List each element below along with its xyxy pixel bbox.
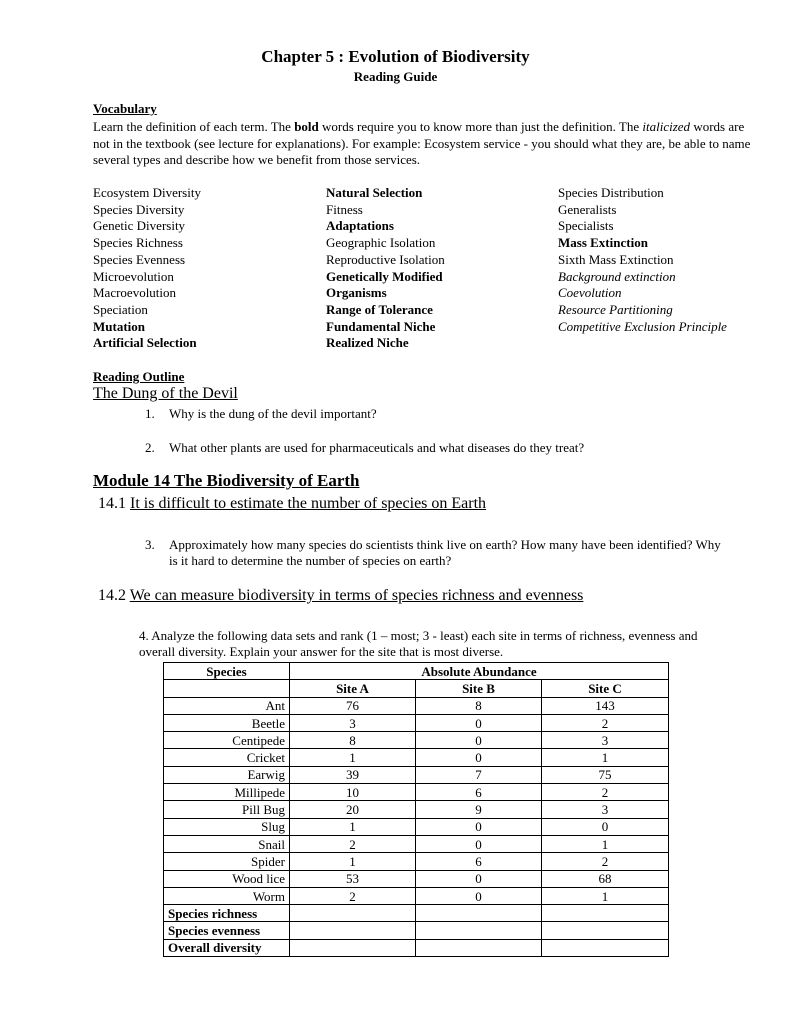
vocab-term: Ecosystem Diversity xyxy=(93,185,201,200)
section-14-1-title: It is difficult to estimate the number of species on Earth xyxy=(130,495,487,512)
summary-label: Overall diversity xyxy=(164,939,290,956)
vocab-term: Resource Partitioning xyxy=(558,301,673,317)
species-cell: Worm xyxy=(164,887,290,904)
empty-header-cell xyxy=(164,680,290,697)
site-a-cell: 76 xyxy=(290,697,416,714)
species-cell: Spider xyxy=(164,853,290,870)
site-c-cell: 75 xyxy=(542,766,669,783)
species-cell: Earwig xyxy=(164,766,290,783)
intro-text-2: words require you to know more than just the definition. The xyxy=(318,119,643,134)
species-cell: Beetle xyxy=(164,714,290,731)
species-cell: Ant xyxy=(164,697,290,714)
vocab-term: Competitive Exclusion Principle xyxy=(558,318,727,334)
site-a-cell: 39 xyxy=(290,766,416,783)
site-c-cell: 143 xyxy=(542,697,669,714)
table-row xyxy=(164,784,669,801)
site-header-row xyxy=(164,680,669,697)
module-title: Module 14 The Biodiversity of Earth xyxy=(93,471,360,490)
vocabulary-intro xyxy=(93,119,753,169)
section-14-1-number: 14.1 xyxy=(98,495,130,512)
site-c-cell: 68 xyxy=(542,870,669,887)
question-2-text: What other plants are used for pharmaceuticals and what diseases do they treat? xyxy=(169,440,585,455)
vocab-term: Genetic Diversity xyxy=(93,218,186,234)
site-a-cell: 1 xyxy=(290,818,416,835)
site-b-cell: 0 xyxy=(416,835,542,852)
site-c-answer-cell[interactable] xyxy=(542,905,669,922)
question-4-text: 4. Analyze the following data sets and rank (1 – most; 3 - least) each site in terms of richness, evenness and overall diversity. Explain your answer for the site that is most diverse. xyxy=(139,628,698,659)
question-1-number: 1. xyxy=(145,406,155,421)
site-a-cell: 3 xyxy=(290,714,416,731)
abundance-header: Absolute Abundance xyxy=(290,663,669,680)
site-b-cell: 8 xyxy=(416,697,542,714)
table-header-row xyxy=(164,663,669,680)
site-b-cell: 6 xyxy=(416,784,542,801)
table-row xyxy=(164,714,669,731)
table-row xyxy=(164,818,669,835)
vocab-term: Species Evenness xyxy=(93,251,186,267)
vocab-term: Fitness xyxy=(326,201,363,217)
table-row xyxy=(164,835,669,852)
site-c-cell: 2 xyxy=(542,853,669,870)
vocab-term: Background extinction xyxy=(558,268,676,284)
site-c-cell: 2 xyxy=(542,714,669,731)
summary-label: Species richness xyxy=(164,905,290,922)
site-a-cell: 2 xyxy=(290,835,416,852)
site-a-answer-cell[interactable] xyxy=(290,905,416,922)
site-c-cell: 1 xyxy=(542,835,669,852)
species-header: Species xyxy=(164,663,290,680)
question-2-number: 2. xyxy=(145,440,155,455)
site-a-cell: 1 xyxy=(290,749,416,766)
species-cell: Centipede xyxy=(164,732,290,749)
site-a-header: Site A xyxy=(290,680,416,697)
summary-label: Species evenness xyxy=(164,922,290,939)
species-cell: Snail xyxy=(164,835,290,852)
site-b-cell: 0 xyxy=(416,887,542,904)
vocab-term: Geographic Isolation xyxy=(326,235,436,251)
reading-outline-heading: Reading Outline xyxy=(93,369,185,384)
section-14-2 xyxy=(98,587,583,605)
site-c-cell: 1 xyxy=(542,887,669,904)
abundance-table xyxy=(163,662,669,957)
vocab-term: Reproductive Isolation xyxy=(326,251,445,267)
section-14-1 xyxy=(98,495,486,513)
site-c-header: Site C xyxy=(542,680,669,697)
page-title: Chapter 5 : Evolution of Biodiversity xyxy=(261,47,530,66)
vocab-term: Natural Selection xyxy=(326,185,423,200)
site-a-cell: 1 xyxy=(290,853,416,870)
vocab-term: Speciation xyxy=(93,301,148,317)
table-row xyxy=(164,697,669,714)
vocab-term: Organisms xyxy=(326,285,387,301)
question-1-text: Why is the dung of the devil important? xyxy=(169,406,377,421)
vocab-term: Species Richness xyxy=(93,235,183,251)
devil-section-title: The Dung of the Devil xyxy=(93,385,238,402)
question-3-number: 3. xyxy=(145,537,155,552)
table-row xyxy=(164,732,669,749)
species-cell: Cricket xyxy=(164,749,290,766)
site-b-answer-cell[interactable] xyxy=(416,905,542,922)
table-row xyxy=(164,887,669,904)
vocab-term: Microevolution xyxy=(93,268,174,284)
site-a-answer-cell[interactable] xyxy=(290,939,416,956)
site-a-cell: 2 xyxy=(290,887,416,904)
site-b-cell: 0 xyxy=(416,749,542,766)
vocab-column-2 xyxy=(326,185,445,352)
table-row xyxy=(164,853,669,870)
summary-row xyxy=(164,905,669,922)
vocab-column-3 xyxy=(558,185,727,335)
vocab-column-1 xyxy=(93,185,201,352)
table-row xyxy=(164,870,669,887)
summary-row xyxy=(164,939,669,956)
vocab-term: Realized Niche xyxy=(326,335,409,351)
vocab-term: Coevolution xyxy=(558,285,622,301)
table-row xyxy=(164,766,669,783)
site-c-cell: 2 xyxy=(542,784,669,801)
site-b-answer-cell[interactable] xyxy=(416,922,542,939)
vocab-term: Adaptations xyxy=(326,218,394,234)
site-a-cell: 10 xyxy=(290,784,416,801)
site-a-cell: 8 xyxy=(290,732,416,749)
vocab-term: Species Diversity xyxy=(93,201,185,217)
site-a-answer-cell[interactable] xyxy=(290,922,416,939)
vocab-term: Species Distribution xyxy=(558,185,664,200)
site-b-cell: 0 xyxy=(416,714,542,731)
vocab-term: Mass Extinction xyxy=(558,235,648,251)
site-b-header: Site B xyxy=(416,680,542,697)
intro-italic-word: italicized xyxy=(642,119,691,134)
vocab-term: Fundamental Niche xyxy=(326,318,436,334)
question-3-text: Approximately how many species do scientists think live on earth? How many have been identified? Why is it hard to determine the number of species on earth? xyxy=(169,537,721,568)
vocab-term: Sixth Mass Extinction xyxy=(558,251,674,267)
site-c-cell: 1 xyxy=(542,749,669,766)
vocab-term: Specialists xyxy=(558,218,614,234)
site-b-cell: 9 xyxy=(416,801,542,818)
vocab-term: Generalists xyxy=(558,201,617,217)
intro-bold-word: bold xyxy=(294,119,319,134)
table-row xyxy=(164,749,669,766)
vocab-term: Mutation xyxy=(93,318,145,334)
site-b-cell: 0 xyxy=(416,870,542,887)
vocabulary-heading: Vocabulary xyxy=(93,101,157,116)
species-cell: Wood lice xyxy=(164,870,290,887)
intro-text-1: Learn the definition of each term. The xyxy=(93,119,295,134)
summary-row xyxy=(164,922,669,939)
section-14-2-number: 14.2 xyxy=(98,587,130,604)
site-c-answer-cell[interactable] xyxy=(542,939,669,956)
vocab-term: Range of Tolerance xyxy=(326,301,433,317)
page-subtitle: Reading Guide xyxy=(353,69,438,84)
site-a-cell: 20 xyxy=(290,801,416,818)
intro-text-3: words are not in the textbook (see lecture for explanations). For example: Ecosystem service - you should what they are, be able to name several types and describe how we benefit from those services. xyxy=(93,119,751,167)
section-14-2-title: We can measure biodiversity in terms of species richness and evenness xyxy=(129,587,584,604)
species-cell: Millipede xyxy=(164,784,290,801)
site-b-cell: 0 xyxy=(416,818,542,835)
site-c-cell: 0 xyxy=(542,818,669,835)
site-b-cell: 6 xyxy=(416,853,542,870)
species-cell: Pill Bug xyxy=(164,801,290,818)
site-b-cell: 0 xyxy=(416,732,542,749)
species-cell: Slug xyxy=(164,818,290,835)
site-c-cell: 3 xyxy=(542,732,669,749)
site-c-answer-cell[interactable] xyxy=(542,922,669,939)
site-c-cell: 3 xyxy=(542,801,669,818)
site-b-answer-cell[interactable] xyxy=(416,939,542,956)
site-a-cell: 53 xyxy=(290,870,416,887)
site-b-cell: 7 xyxy=(416,766,542,783)
vocab-term: Macroevolution xyxy=(93,285,177,301)
vocab-term: Artificial Selection xyxy=(93,335,197,351)
vocab-term: Genetically Modified xyxy=(326,268,443,284)
table-row xyxy=(164,801,669,818)
